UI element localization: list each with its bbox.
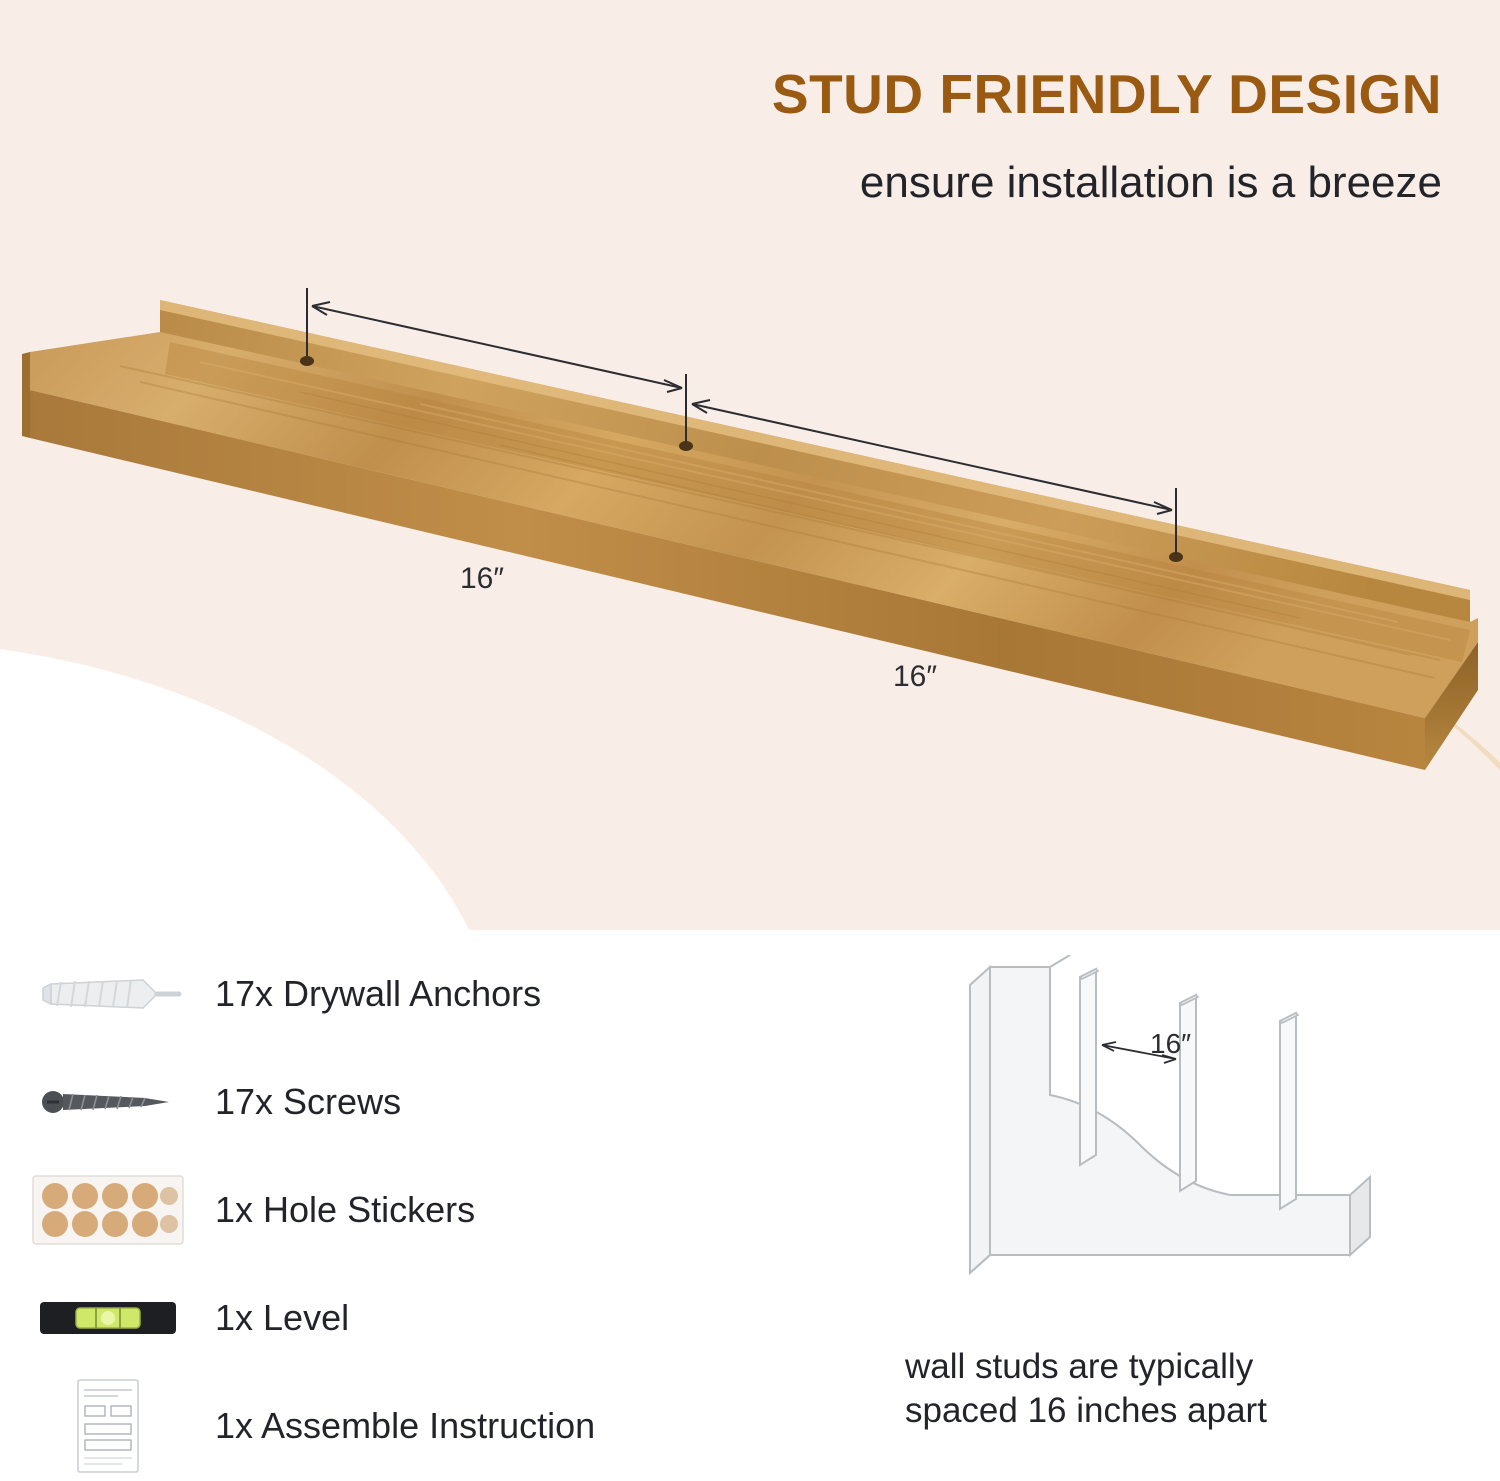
list-item-label: 1x Assemble Instruction	[215, 1405, 596, 1446]
page-subtitle: ensure installation is a breeze	[859, 158, 1442, 207]
included-parts-list	[0, 940, 830, 1480]
shelf-dimension-label-1: 16″	[460, 562, 504, 595]
list-item-label: 17x Drywall Anchors	[215, 973, 542, 1014]
list-item	[0, 1264, 830, 1372]
shelf-dimension-label-2: 16″	[893, 660, 937, 693]
shelf-svg	[0, 270, 1500, 790]
list-item	[0, 1048, 830, 1156]
drywall-anchor-icon	[0, 940, 215, 1048]
stud-spacing-diagram	[930, 955, 1470, 1295]
shelf-left-endcap	[22, 352, 30, 438]
list-item	[0, 940, 830, 1048]
list-item-label: 1x Level	[215, 1297, 350, 1338]
list-item-label: 17x Screws	[215, 1081, 402, 1122]
mounting-hole	[300, 356, 314, 366]
list-item-label: 1x Hole Stickers	[215, 1189, 476, 1230]
list-item	[0, 1372, 830, 1480]
page-title: STUD FRIENDLY DESIGN	[771, 63, 1442, 125]
instruction-sheet-icon	[0, 1372, 215, 1480]
list-item	[0, 1156, 830, 1264]
mounting-hole	[679, 441, 693, 451]
screw-icon	[0, 1048, 215, 1156]
stud-dimension-label: 16″	[1150, 1028, 1192, 1059]
stud-note	[905, 1345, 1475, 1433]
hole-stickers-icon	[0, 1156, 215, 1264]
bubble-level-icon	[0, 1264, 215, 1372]
shelf-illustration	[0, 270, 1500, 790]
stud-note-line-2: spaced 16 inches apart	[905, 1390, 1267, 1430]
stud-diagram-svg	[930, 955, 1470, 1295]
stud-note-line-1: wall studs are typically	[905, 1347, 1254, 1386]
